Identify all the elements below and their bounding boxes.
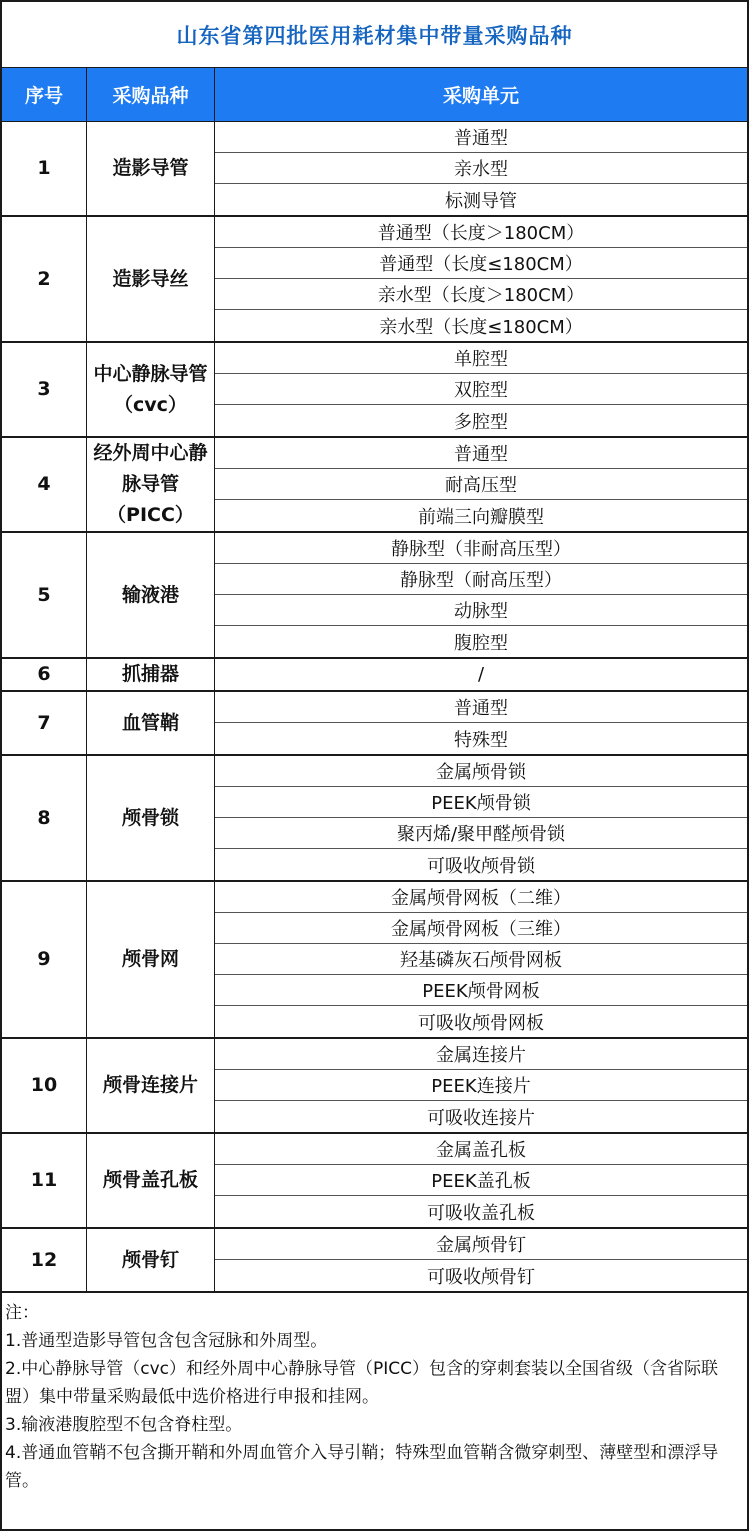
header-variety: 采购品种 [87,68,215,121]
table-title: 山东省第四批医用耗材集中带量采购品种 [2,2,747,68]
unit-cell: 单腔型 [215,343,747,374]
row-units [215,343,747,436]
row-variety: 颅骨盖孔板 [87,1134,215,1227]
row-variety: 血管鞘 [87,692,215,754]
row-units [215,1229,747,1291]
row-index: 8 [2,756,87,880]
row-units [215,122,747,215]
row-index: 5 [2,533,87,657]
row-index: 2 [2,217,87,341]
table-row [2,1039,747,1134]
table-row [2,438,747,533]
unit-cell: 金属颅骨网板（二维） [215,882,747,913]
unit-cell: 金属盖孔板 [215,1134,747,1165]
unit-cell: 动脉型 [215,595,747,626]
row-units [215,438,747,531]
row-index: 7 [2,692,87,754]
unit-cell: 可吸收颅骨网板 [418,1012,544,1034]
row-units [215,217,747,341]
row-variety: 造影导管 [87,122,215,215]
row-units [215,692,747,754]
header-index: 序号 [2,68,87,121]
unit-cell: 亲水型（长度≤180CM） [379,316,583,338]
table-body [2,122,747,1293]
note-item: 3.输液港腹腔型不包含脊柱型。 [5,1415,243,1435]
notes-section [2,1293,747,1495]
unit-cell: / [477,664,485,685]
unit-cell: 可吸收颅骨锁 [427,855,535,877]
unit-cell: 标测导管 [445,190,517,212]
unit-cell: 普通型（长度＞180CM） [215,217,747,248]
unit-cell: 前端三向瓣膜型 [418,506,544,528]
unit-cell: 金属连接片 [215,1039,747,1070]
table-row [2,882,747,1039]
unit-cell: 聚丙烯/聚甲醛颅骨锁 [215,818,747,849]
unit-cell: 可吸收盖孔板 [427,1202,535,1224]
table-row [2,692,747,756]
table-row [2,533,747,659]
unit-cell: 可吸收颅骨钉 [427,1266,535,1288]
row-units [215,533,747,657]
unit-cell: 普通型 [215,122,747,153]
row-units [215,882,747,1037]
note-item: 4.普通血管鞘不包含撕开鞘和外周血管介入导引鞘；特殊型血管鞘含微穿刺型、薄壁型和漂浮导管。 [5,1443,719,1491]
unit-cell: 特殊型 [454,729,508,751]
row-index: 9 [2,882,87,1037]
table-row [2,1134,747,1229]
unit-cell: PEEK连接片 [215,1070,747,1101]
unit-cell: 金属颅骨钉 [215,1229,747,1260]
unit-cell: PEEK颅骨锁 [215,787,747,818]
unit-cell: 腹腔型 [454,632,508,654]
row-index: 10 [2,1039,87,1132]
table-row [2,217,747,343]
unit-cell: PEEK颅骨网板 [215,975,747,1006]
unit-cell: 普通型（长度≤180CM） [215,248,747,279]
row-index: 12 [2,1229,87,1291]
unit-cell: 双腔型 [215,374,747,405]
unit-cell: 羟基磷灰石颅骨网板 [215,944,747,975]
row-units [215,659,747,690]
table-row [2,659,747,692]
notes-label: 注： [5,1303,39,1323]
unit-cell: 多腔型 [454,411,508,433]
row-index: 1 [2,122,87,215]
unit-cell: 静脉型（耐高压型） [215,564,747,595]
table-row [2,756,747,882]
row-variety: 中心静脉导管（cvc） [87,343,215,436]
note-item: 2.中心静脉导管（cvc）和经外周中心静脉导管（PICC）包含的穿刺套装以全国省级（含省际联盟）集中带量采购最低中选价格进行申报和挂网。 [5,1359,718,1407]
table-row [2,1229,747,1293]
note-item: 1.普通型造影导管包含包含冠脉和外周型。 [5,1331,328,1351]
unit-cell: 可吸收连接片 [427,1107,535,1129]
row-index: 3 [2,343,87,436]
row-index: 4 [2,438,87,531]
row-units [215,1039,747,1132]
row-units [215,1134,747,1227]
row-index: 6 [2,659,87,690]
row-units [215,756,747,880]
unit-cell: 亲水型 [215,153,747,184]
unit-cell: 静脉型（非耐高压型） [215,533,747,564]
row-variety: 颅骨连接片 [87,1039,215,1132]
table-header-row [2,68,747,122]
table-row [2,343,747,438]
table-row [2,122,747,217]
row-variety: 造影导丝 [87,217,215,341]
row-variety: 颅骨钉 [87,1229,215,1291]
row-variety: 抓捕器 [87,659,215,690]
unit-cell: PEEK盖孔板 [215,1165,747,1196]
unit-cell: 耐高压型 [215,469,747,500]
row-variety: 颅骨锁 [87,756,215,880]
unit-cell: 普通型 [215,692,747,723]
header-unit: 采购单元 [442,85,519,107]
unit-cell: 金属颅骨锁 [215,756,747,787]
row-variety: 经外周中心静脉导管（PICC） [87,438,215,531]
unit-cell: 普通型 [215,438,747,469]
row-index: 11 [2,1134,87,1227]
row-variety: 颅骨网 [87,882,215,1037]
row-variety: 输液港 [87,533,215,657]
unit-cell: 亲水型（长度＞180CM） [215,279,747,310]
unit-cell: 金属颅骨网板（三维） [215,913,747,944]
